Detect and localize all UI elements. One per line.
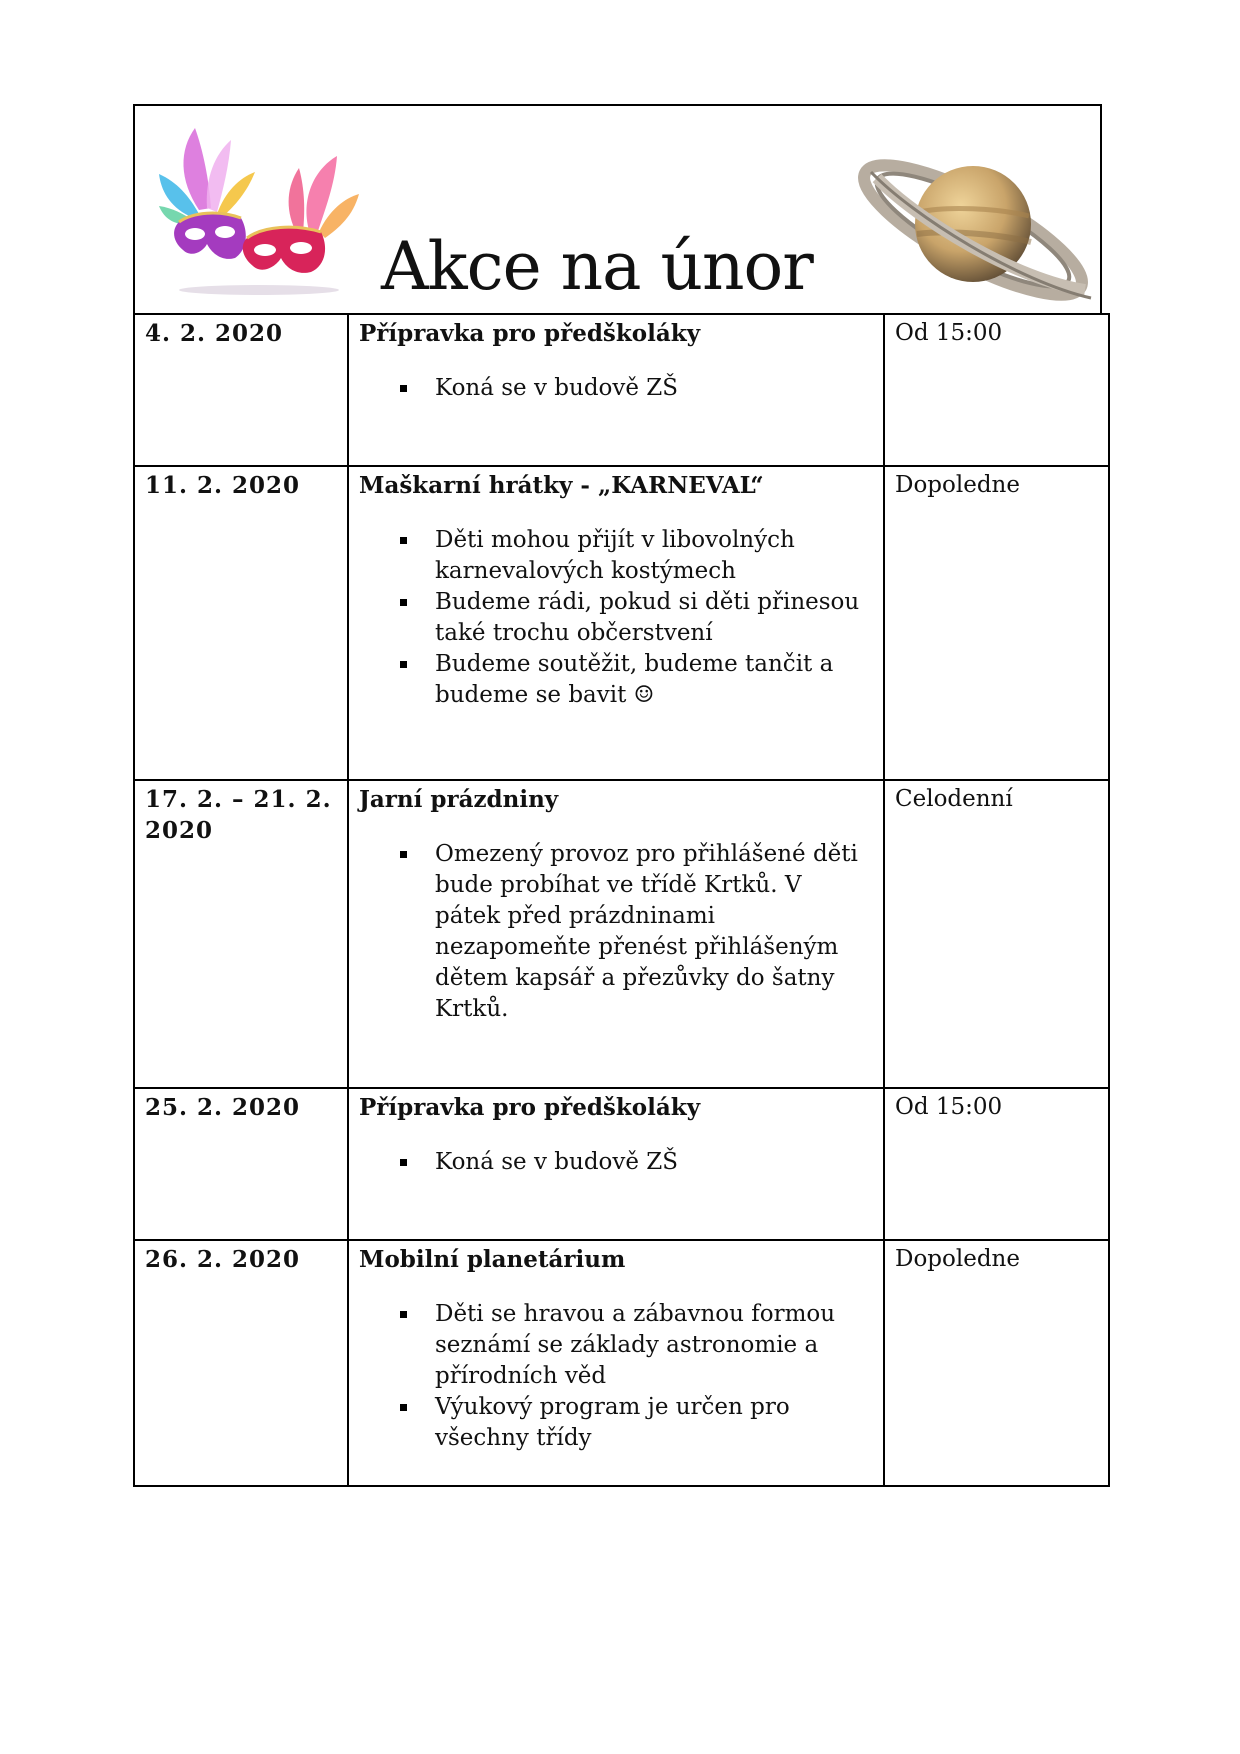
list-item: Budeme rádi, pokud si děti přinesou také trochu občerstvení: [349, 587, 883, 649]
list-item: Koná se v budově ZŠ: [349, 373, 883, 404]
saturn-planet-icon: [847, 150, 1099, 306]
event-time: Celodenní: [895, 786, 1013, 812]
list-item: Děti mohou přijít v libovolných karnevalových kostýmech: [349, 525, 883, 587]
event-title: Maškarní hrátky - „KARNEVAL“: [359, 472, 764, 499]
page-title: Akce na únor: [381, 228, 813, 305]
event-time: Od 15:00: [895, 1094, 1003, 1120]
list-item: Děti se hravou a zábavnou formou seznámí se základy astronomie a přírodních věd: [349, 1299, 883, 1392]
table-row: [134, 466, 1109, 780]
event-title: Mobilní planetárium: [359, 1246, 626, 1273]
event-date: 17. 2. – 21. 2. 2020: [145, 786, 332, 844]
list-item: Výukový program je určen pro všechny třídy: [349, 1392, 883, 1454]
table-row: [134, 1088, 1109, 1240]
event-title: Jarní prázdniny: [359, 786, 559, 813]
event-details-list: [349, 839, 883, 1025]
list-item: Omezený provoz pro přihlášené děti bude probíhat ve třídě Krtků. V pátek před prázdninami nezapomeňte přenést přihlášeným dětem kapsář a přezůvky do šatny Krtků.: [349, 839, 883, 1025]
carnival-masks-icon: [159, 120, 359, 300]
event-details-list: [349, 525, 883, 711]
event-title: Přípravka pro předškoláky: [359, 1094, 701, 1121]
table-row: [134, 314, 1109, 466]
event-details-list: [349, 1147, 883, 1178]
table-row: [134, 780, 1109, 1088]
event-time: Od 15:00: [895, 320, 1003, 346]
events-table: [133, 313, 1110, 1487]
event-details-list: [349, 373, 883, 404]
event-sheet: [133, 104, 1102, 1487]
event-date: 11. 2. 2020: [145, 472, 301, 499]
list-item: Koná se v budově ZŠ: [349, 1147, 883, 1178]
table-row: [134, 1240, 1109, 1486]
event-date: 25. 2. 2020: [145, 1094, 301, 1121]
list-item: Budeme soutěžit, budeme tančit a budeme se bavit ☺: [349, 649, 883, 711]
event-time: Dopoledne: [895, 472, 1020, 498]
event-date: 26. 2. 2020: [145, 1246, 301, 1273]
header-section: [133, 104, 1102, 313]
event-time: Dopoledne: [895, 1246, 1020, 1272]
event-details-list: [349, 1299, 883, 1454]
event-title: Přípravka pro předškoláky: [359, 320, 701, 347]
event-date: 4. 2. 2020: [145, 320, 284, 347]
